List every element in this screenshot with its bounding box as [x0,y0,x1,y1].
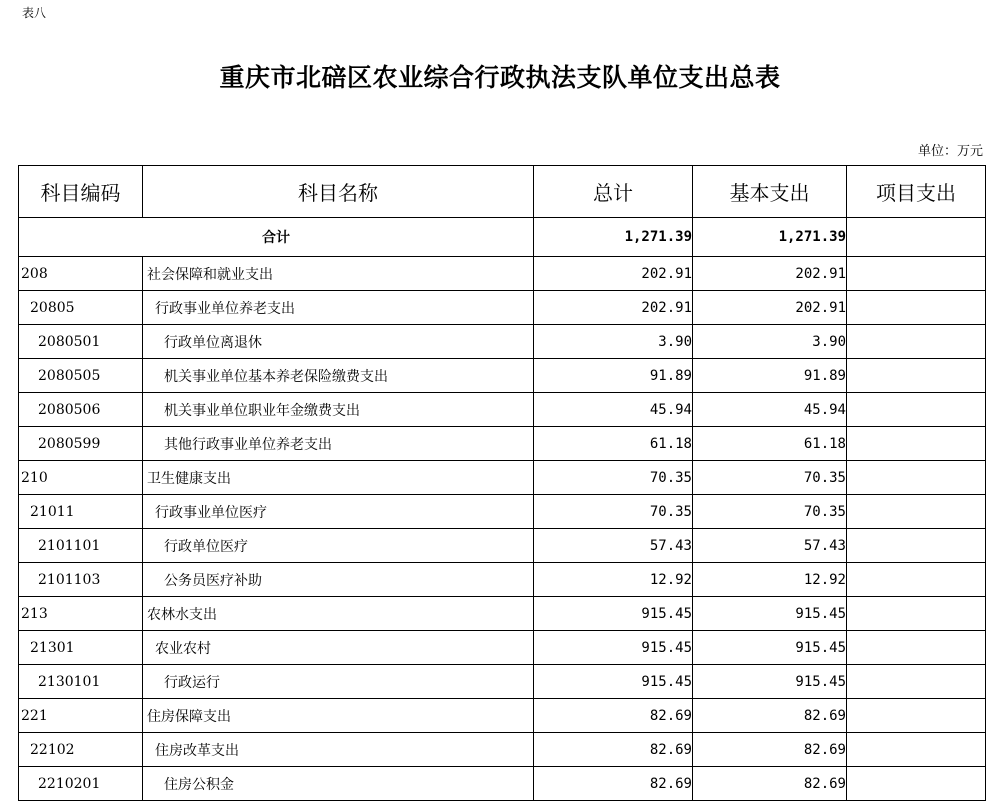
header-code: 科目编码 [19,166,143,218]
row-basic-cell: 3.90 [693,325,847,359]
table-row [19,597,986,631]
table-row [19,699,986,733]
table-row [19,495,986,529]
table-row [19,257,986,291]
row-name-cell: 机关事业单位职业年金缴费支出 [143,393,534,427]
row-code-cell: 213 [19,597,143,631]
table-row [19,631,986,665]
table-row [19,393,986,427]
row-code-cell: 221 [19,699,143,733]
table-row [19,529,986,563]
row-total-cell: 82.69 [534,767,693,801]
row-project-cell [847,495,986,529]
row-code-cell: 22102 [19,733,143,767]
row-project-cell [847,325,986,359]
table-row [19,291,986,325]
row-basic-cell: 82.69 [693,699,847,733]
table-row [19,665,986,699]
row-name-cell: 行政单位医疗 [143,529,534,563]
row-basic-cell: 82.69 [693,733,847,767]
row-project-cell [847,291,986,325]
row-total-cell: 70.35 [534,461,693,495]
row-basic-cell: 70.35 [693,495,847,529]
row-name-cell: 住房公积金 [143,767,534,801]
row-basic-cell: 57.43 [693,529,847,563]
row-total-cell: 202.91 [534,291,693,325]
total-label: 合计 [19,218,534,257]
row-name-cell: 卫生健康支出 [143,461,534,495]
row-project-cell [847,631,986,665]
table-number-label: 表八 [22,6,47,20]
row-name-cell: 社会保障和就业支出 [143,257,534,291]
row-code-cell: 2101103 [19,563,143,597]
unit-label: 单位：万元 [917,144,983,159]
row-project-cell [847,529,986,563]
row-basic-cell: 202.91 [693,291,847,325]
row-total-cell: 91.89 [534,359,693,393]
row-name-cell: 行政事业单位养老支出 [143,291,534,325]
row-code-cell: 210 [19,461,143,495]
row-name-cell: 行政单位离退休 [143,325,534,359]
row-code-cell: 2080599 [19,427,143,461]
row-project-cell [847,257,986,291]
row-basic-cell: 915.45 [693,631,847,665]
row-code-cell: 2101101 [19,529,143,563]
row-name-cell: 农林水支出 [143,597,534,631]
row-code-cell: 2080505 [19,359,143,393]
row-total-cell: 202.91 [534,257,693,291]
row-basic-cell: 12.92 [693,563,847,597]
row-total-cell: 82.69 [534,733,693,767]
row-code-cell: 21011 [19,495,143,529]
row-name-cell: 机关事业单位基本养老保险缴费支出 [143,359,534,393]
row-name-cell: 行政事业单位医疗 [143,495,534,529]
row-code-cell: 2130101 [19,665,143,699]
table-row [19,325,986,359]
row-project-cell [847,393,986,427]
row-project-cell [847,597,986,631]
row-code-cell: 2080501 [19,325,143,359]
row-basic-cell: 202.91 [693,257,847,291]
row-total-cell: 45.94 [534,393,693,427]
row-project-cell [847,665,986,699]
total-basic-cell: 1,271.39 [693,218,847,257]
row-code-cell: 2210201 [19,767,143,801]
row-project-cell [847,699,986,733]
header-total: 总计 [534,166,693,218]
total-row [19,218,986,257]
row-basic-cell: 915.45 [693,665,847,699]
row-total-cell: 82.69 [534,699,693,733]
page-title: 重庆市北碚区农业综合行政执法支队单位支出总表 [219,63,781,92]
row-project-cell [847,733,986,767]
row-total-cell: 915.45 [534,665,693,699]
header-name: 科目名称 [143,166,534,218]
header-project: 项目支出 [847,166,986,218]
expenditure-table [18,165,986,801]
header-basic: 基本支出 [693,166,847,218]
row-total-cell: 61.18 [534,427,693,461]
table-row [19,767,986,801]
row-project-cell [847,427,986,461]
row-code-cell: 21301 [19,631,143,665]
row-project-cell [847,767,986,801]
row-project-cell [847,563,986,597]
row-total-cell: 915.45 [534,631,693,665]
row-basic-cell: 61.18 [693,427,847,461]
table-row [19,461,986,495]
total-project-cell [847,218,986,257]
row-name-cell: 农业农村 [143,631,534,665]
row-name-cell: 行政运行 [143,665,534,699]
row-project-cell [847,461,986,495]
row-code-cell: 2080506 [19,393,143,427]
row-basic-cell: 45.94 [693,393,847,427]
row-total-cell: 915.45 [534,597,693,631]
row-basic-cell: 915.45 [693,597,847,631]
row-name-cell: 住房保障支出 [143,699,534,733]
row-total-cell: 3.90 [534,325,693,359]
row-total-cell: 12.92 [534,563,693,597]
row-basic-cell: 91.89 [693,359,847,393]
row-code-cell: 208 [19,257,143,291]
table-row [19,427,986,461]
row-code-cell: 20805 [19,291,143,325]
row-name-cell: 其他行政事业单位养老支出 [143,427,534,461]
row-basic-cell: 70.35 [693,461,847,495]
table-row [19,359,986,393]
row-total-cell: 57.43 [534,529,693,563]
row-basic-cell: 82.69 [693,767,847,801]
table-row [19,733,986,767]
table-row [19,563,986,597]
row-name-cell: 住房改革支出 [143,733,534,767]
total-sum-cell: 1,271.39 [534,218,693,257]
header-row [19,166,986,218]
row-project-cell [847,359,986,393]
row-total-cell: 70.35 [534,495,693,529]
row-name-cell: 公务员医疗补助 [143,563,534,597]
